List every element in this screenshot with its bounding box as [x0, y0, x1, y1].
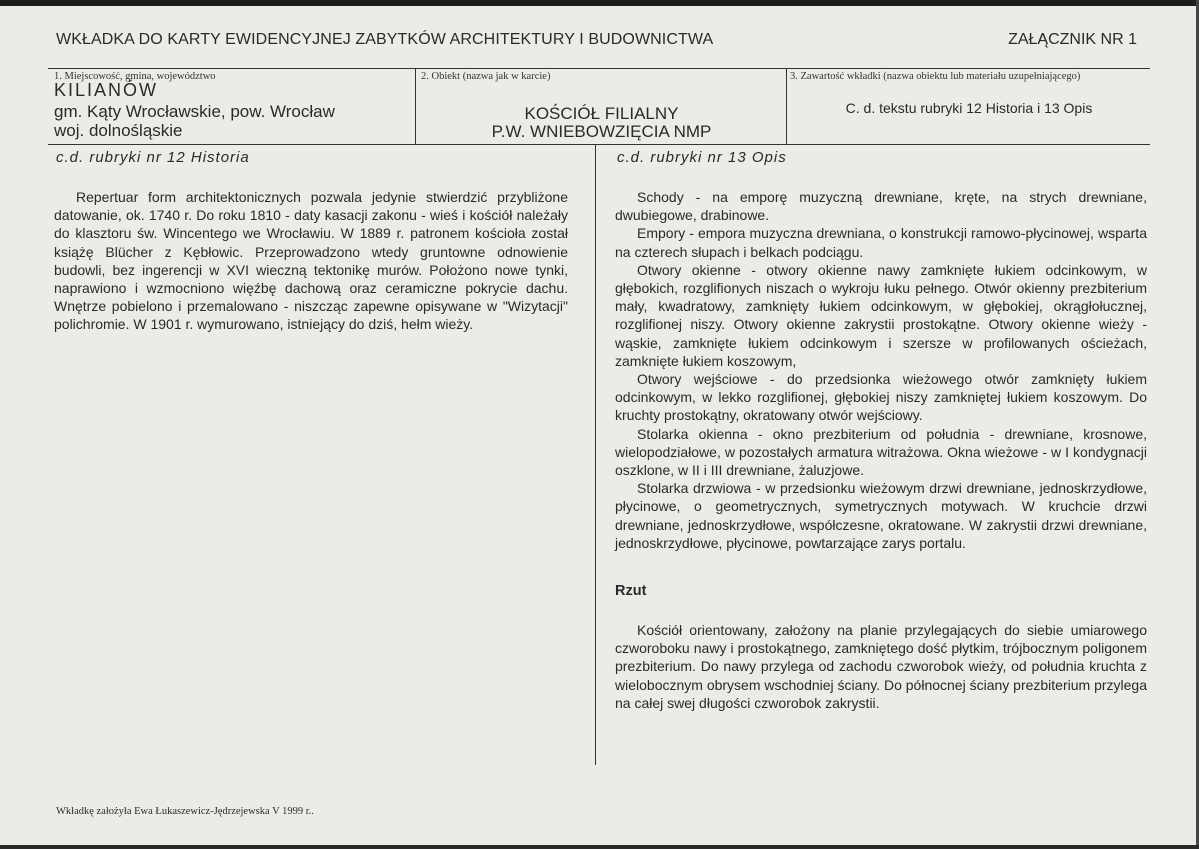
commune-county: gm. Kąty Wrocławskie, pow. Wrocław — [54, 102, 335, 121]
voivodeship: woj. dolnośląskie — [54, 121, 183, 140]
locality-name: KILIANÓW — [54, 80, 159, 100]
left-column-subtitle: c.d. rubryki nr 12 Historia — [56, 149, 250, 166]
scan-top-edge — [0, 0, 1199, 6]
plan-heading: Rzut — [615, 583, 647, 599]
right-column-subtitle: c.d. rubryki nr 13 Opis — [617, 149, 787, 166]
history-text — [54, 188, 568, 334]
insert-contents: C. d. tekstu rubryki 12 Historia i 13 Opis — [845, 100, 1093, 116]
object-name: KOŚCIÓŁ FILIALNY — [524, 104, 679, 123]
description-paragraph-windows: Otwory okienne - otwory okienne nawy zamknięte łukiem odcinkowym, w głębokich, rozglifionych niszach o wykroju łuku pełnego. Otwór okienny prezbiterium mały, kwadratowy, zamknięty łukiem odcinkowym, w głębokiej, okrągłołucznej, rozglifionej niszy. Otwory okienne zakrystii prostokątne. Otwory okienne wieży - wąskie, zamknięte łukiem odcinkowym i szersze w profilowanych ościeżach, zamknięte łukiem koszowym, — [615, 261, 1147, 369]
scan-bottom-edge — [0, 845, 1199, 849]
box2-caption: 2. Obiekt (nazwa jak w karcie) — [421, 71, 551, 82]
object-dedication: P.W. WNIEBOWZIĘCIA NMP — [491, 122, 712, 141]
table-divider-1 — [415, 68, 416, 145]
column-divider — [595, 145, 596, 765]
plan-paragraph: Kościół orientowany, założony na planie przylegających do siebie umiarowego czworoboku nawy i prostokątnego, zamkniętego dość płytkim, trójbocznym poligonem prezbiterium. Do nawy przylega od zachodu czworobok wieży, od południa kruchta z wielobocznym obrysem wschodniej ściany. Do północnej ściany prezbiterium przylega na całej swej długości czworobok zakrystii. — [615, 622, 1147, 711]
annex-label: ZAŁĄCZNIK NR 1 — [1008, 31, 1137, 48]
description-paragraph-stairs: Schody - na emporę muzyczną drewniane, kręte, na strych drewniane, dwubiegowe, drabinowe. — [615, 189, 1147, 224]
description-paragraph-entrances: Otwory wejściowe - do przedsionka wieżowego otwór zamknięty łukiem odcinkowym, w lekko rozglifionej, głębokiej niszy zamkniętej łukiem koszowym. Do kruchty prostokątny, okratowany otwór wejściowy. — [615, 371, 1147, 424]
document-title: WKŁADKA DO KARTY EWIDENCYJNEJ ZABYTKÓW ARCHITEKTURY I BUDOWNICTWA — [56, 31, 714, 48]
box3-caption: 3. Zawartość wkładki (nazwa obiektu lub materiału uzupełniającego) — [790, 71, 1081, 82]
description-text — [615, 188, 1147, 552]
table-divider-2 — [786, 68, 787, 145]
box1-caption: 1. Miejscowość, gmina, województwo — [54, 71, 216, 82]
history-paragraph: Repertuar form architektonicznych pozwala jedynie stwierdzić przybliżone datowanie, ok. 1740 r. Do roku 1810 - daty kasacji zakonu - wieś i kościół należały do klasztoru św. Wincentego we Wrocławiu. W 1889 r. patronem kościoła został książę Blücher z Kębłowic. Przeprowadzono wtedy gruntowne odnowienie budowli, bez ingerencji w XVI wieczną tektonikę murów. Położono nowe tynki, naprawiono i wzmocniono więźbę dachową oraz ceramiczne pokrycie dachu. Wnętrze pobielono i przemalowano - niszcząc zapewne opisywane w "Wizytacji" polichromie. W 1901 r. wymurowano, istniejący do dziś, hełm wieży. — [54, 189, 568, 333]
table-bottom-rule — [48, 144, 1150, 145]
description-paragraph-gallery: Empory - empora muzyczna drewniana, o konstrukcji ramowo-płycinowej, wsparta na czterech słupach i belkach podciągu. — [615, 225, 1147, 260]
description-paragraph-door-joinery: Stolarka drzwiowa - w przedsionku wieżowym drzwi drewniane, jednoskrzydłowe, płycinowe, o geometrycznych, symetrycznych motywach. W kruchcie drzwi drewniane, jednoskrzydłowe, współczesne, okratowane. W zakrystii drzwi drewniane, jednoskrzydłowe, płycinowe, powtarzające zarys portalu. — [615, 480, 1147, 551]
author-note: Wkładkę założyła Ewa Łukaszewicz-Jędrzejewska V 1999 r.. — [56, 806, 314, 817]
table-top-rule — [48, 68, 1150, 69]
description-paragraph-window-joinery: Stolarka okienna - okno prezbiterium od południa - drewniane, krosnowe, wielopodziałowe, w pozostałych armatura witrażowa. Okna wieżowe - w I kondygnacji oszklone, w II i III drewniane, żaluzjowe. — [615, 425, 1147, 479]
plan-text — [615, 621, 1147, 712]
